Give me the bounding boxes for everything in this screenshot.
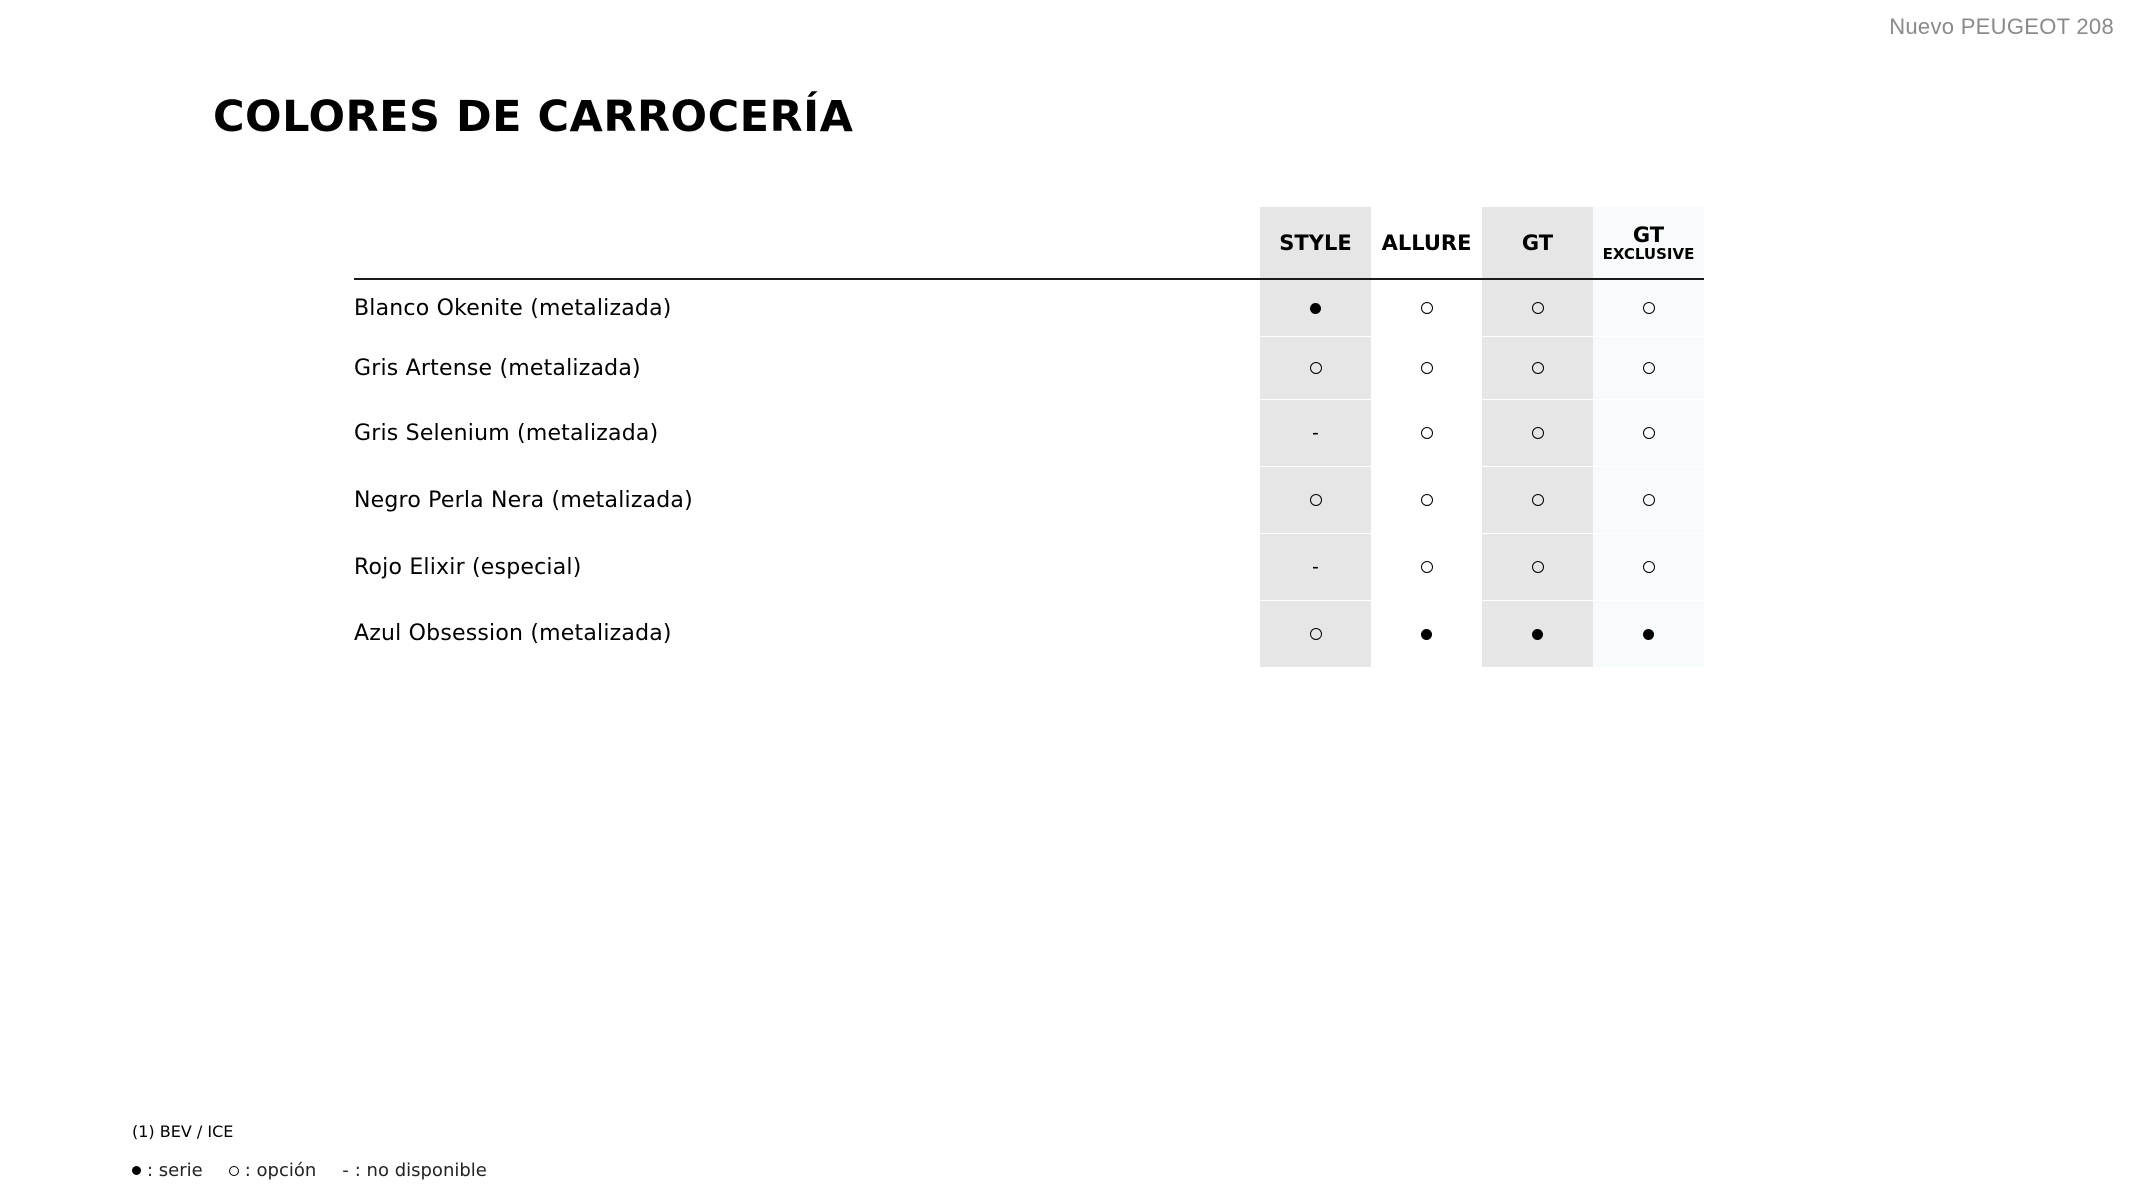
table-row xyxy=(354,534,1704,601)
brand-text: Nuevo PEUGEOT 208 xyxy=(1889,14,2114,39)
footnote: (1) BEV / ICE xyxy=(132,1122,234,1141)
color-name: Gris Selenium (metalizada) xyxy=(354,400,1260,467)
legend-label: : opción xyxy=(244,1160,317,1181)
table-body xyxy=(354,279,1704,667)
hollow-circle-icon xyxy=(1643,561,1655,573)
symbol-legend xyxy=(132,1160,487,1181)
legend-label: : no disponible xyxy=(354,1160,487,1181)
availability-cell-allure xyxy=(1371,400,1482,467)
header-empty-cell xyxy=(354,207,1260,279)
availability-cell-gt xyxy=(1482,467,1593,534)
color-name: Azul Obsession (metalizada) xyxy=(354,601,1260,668)
hollow-circle-icon xyxy=(1643,362,1655,374)
availability-cell-style xyxy=(1260,337,1371,400)
hollow-circle-icon xyxy=(1310,628,1322,640)
filled-circle-icon xyxy=(1643,629,1654,640)
legend-item-opcion xyxy=(229,1160,317,1181)
table-row xyxy=(354,279,1704,337)
hollow-circle-icon xyxy=(1421,494,1433,506)
hollow-circle-icon xyxy=(1421,561,1433,573)
column-header-label: GT xyxy=(1521,230,1554,255)
availability-cell-gt-exclusive xyxy=(1593,279,1704,337)
availability-cell-gt-exclusive xyxy=(1593,337,1704,400)
color-name: Gris Artense (metalizada) xyxy=(354,337,1260,400)
color-name: Negro Perla Nera (metalizada) xyxy=(354,467,1260,534)
hollow-circle-icon xyxy=(1643,494,1655,506)
hollow-circle-icon xyxy=(1532,561,1544,573)
hollow-circle-icon xyxy=(1643,302,1655,314)
filled-circle-icon xyxy=(1421,629,1432,640)
availability-cell-style xyxy=(1260,601,1371,668)
column-header-style xyxy=(1260,207,1371,279)
hollow-circle-icon xyxy=(1532,302,1544,314)
column-header-gt-exclusive xyxy=(1593,207,1704,279)
availability-cell-allure xyxy=(1371,279,1482,337)
color-name: Blanco Okenite (metalizada) xyxy=(354,279,1260,337)
color-name: Rojo Elixir (especial) xyxy=(354,534,1260,601)
availability-cell-gt-exclusive xyxy=(1593,534,1704,601)
hollow-circle-icon xyxy=(1310,494,1322,506)
dash-icon: - xyxy=(1312,422,1319,444)
availability-cell-gt xyxy=(1482,400,1593,467)
body-colors-table xyxy=(354,207,1704,667)
column-header-allure xyxy=(1371,207,1482,279)
hollow-circle-icon xyxy=(1532,427,1544,439)
legend-item-no-disponible xyxy=(342,1160,487,1181)
availability-cell-style xyxy=(1260,279,1371,337)
availability-cell-gt-exclusive xyxy=(1593,601,1704,668)
availability-cell-style xyxy=(1260,467,1371,534)
page-title: COLORES DE CARROCERÍA xyxy=(213,92,854,142)
table-row xyxy=(354,400,1704,467)
availability-cell-allure xyxy=(1371,534,1482,601)
availability-cell-allure xyxy=(1371,601,1482,668)
dash-icon: - xyxy=(1312,556,1319,578)
availability-cell-allure xyxy=(1371,467,1482,534)
availability-cell-gt-exclusive xyxy=(1593,467,1704,534)
filled-circle-icon xyxy=(132,1166,141,1175)
column-header-label: STYLE xyxy=(1279,230,1352,255)
hollow-circle-icon xyxy=(1421,427,1433,439)
table-header-row xyxy=(354,207,1704,279)
hollow-circle-icon xyxy=(1532,362,1544,374)
filled-circle-icon xyxy=(1310,303,1321,314)
availability-cell-allure xyxy=(1371,337,1482,400)
hollow-circle-icon xyxy=(1643,427,1655,439)
table-row xyxy=(354,337,1704,400)
table-row xyxy=(354,467,1704,534)
availability-cell-gt-exclusive xyxy=(1593,400,1704,467)
hollow-circle-icon xyxy=(229,1166,239,1176)
column-header-gt xyxy=(1482,207,1593,279)
availability-cell-gt xyxy=(1482,601,1593,668)
table-row xyxy=(354,601,1704,668)
legend-item-serie xyxy=(132,1160,203,1181)
dash-icon: - xyxy=(342,1160,349,1181)
availability-cell-style xyxy=(1260,400,1371,467)
legend-label: : serie xyxy=(147,1160,203,1181)
availability-cell-gt xyxy=(1482,337,1593,400)
body-colors-table-container xyxy=(354,207,1704,667)
column-header-sublabel: EXCLUSIVE xyxy=(1602,244,1695,263)
column-header-label: ALLURE xyxy=(1381,230,1472,255)
availability-cell-gt xyxy=(1482,279,1593,337)
column-header-label: GT xyxy=(1632,222,1665,247)
availability-cell-style xyxy=(1260,534,1371,601)
filled-circle-icon xyxy=(1532,629,1543,640)
hollow-circle-icon xyxy=(1310,362,1322,374)
hollow-circle-icon xyxy=(1421,362,1433,374)
hollow-circle-icon xyxy=(1421,302,1433,314)
availability-cell-gt xyxy=(1482,534,1593,601)
hollow-circle-icon xyxy=(1532,494,1544,506)
